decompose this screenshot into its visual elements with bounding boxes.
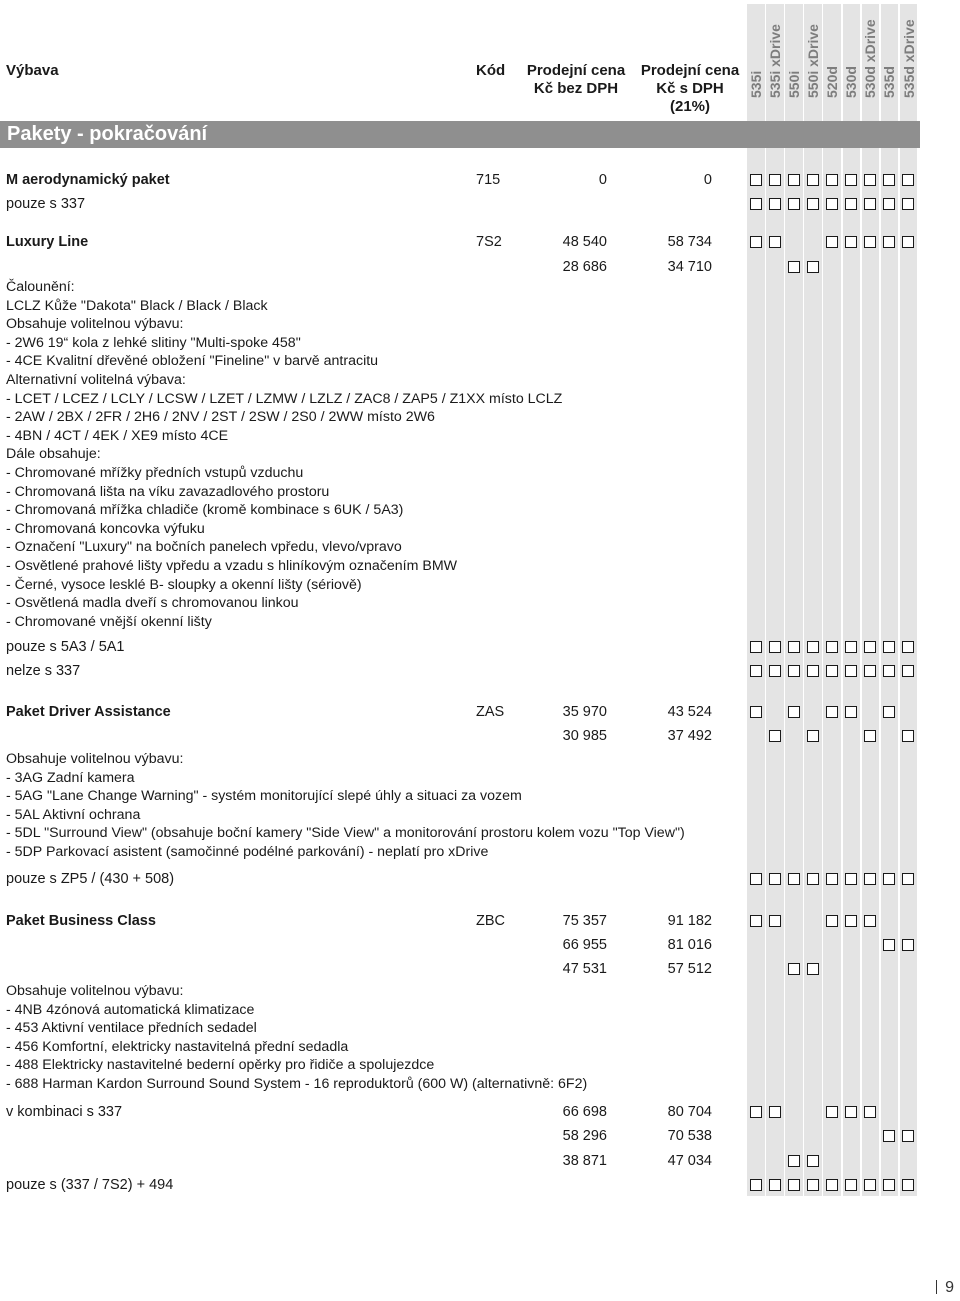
model-column-header — [823, 6, 841, 116]
availability-checkbox — [750, 665, 762, 677]
availability-checkbox — [864, 236, 876, 248]
availability-checkbox — [769, 1106, 781, 1118]
row-price-gross: 37 492 — [667, 728, 712, 744]
availability-checkbox — [807, 198, 819, 210]
description-line: LCLZ Kůže "Dakota" Black / Black / Black — [6, 297, 268, 314]
row-price-net: 75 357 — [562, 913, 607, 929]
model-name: 530d — [843, 66, 860, 98]
table-row — [0, 1128, 920, 1148]
availability-checkbox — [883, 665, 895, 677]
availability-checkbox — [750, 915, 762, 927]
availability-checkbox — [864, 174, 876, 186]
luxury-line-description — [6, 278, 562, 631]
description-line: Obsahuje volitelnou výbavu: — [6, 983, 184, 999]
table-row — [0, 259, 920, 279]
header-kod: Kód — [476, 62, 506, 79]
row-price-gross: 91 182 — [667, 913, 712, 929]
description-line: - Chromovaná lišta na víku zavazadlového prostoru — [6, 483, 330, 500]
availability-checkbox — [788, 174, 800, 186]
availability-checkbox — [883, 198, 895, 210]
description-line: - 5DL "Surround View" (obsahuje boční kamery "Side View" a monitorování prostoru kolem vozu "Top View") — [6, 825, 685, 842]
availability-checkbox — [788, 963, 800, 975]
availability-checkbox — [883, 706, 895, 718]
availability-checkbox — [845, 174, 857, 186]
availability-checkbox — [864, 730, 876, 742]
availability-checkbox — [883, 939, 895, 951]
row-label: pouze s 337 — [6, 196, 86, 212]
description-line: - Chromovaná koncovka výfuku — [6, 520, 205, 537]
section-banner — [0, 121, 920, 148]
model-name: 535i — [747, 70, 764, 98]
row-label: pouze s ZP5 / (430 + 508) — [6, 871, 175, 887]
availability-checkbox — [883, 236, 895, 248]
model-column-header — [900, 6, 918, 116]
availability-checkbox — [769, 1179, 781, 1191]
row-price-gross: 57 512 — [667, 961, 712, 977]
availability-checkbox — [807, 261, 819, 273]
availability-checkbox — [845, 873, 857, 885]
availability-checkbox — [807, 963, 819, 975]
description-line: - 488 Elektricky nastavitelné bederní opěrky pro řidiče a spolujezdce — [6, 1057, 435, 1074]
row-price-gross: 43 524 — [667, 704, 712, 720]
table-row — [0, 172, 920, 192]
model-column-header — [843, 6, 861, 116]
description-line: Čalounění: — [6, 279, 75, 295]
row-price-net: 0 — [598, 172, 607, 188]
description-line: - 4BN / 4CT / 4EK / XE9 místo 4CE — [6, 427, 229, 444]
availability-checkbox — [788, 261, 800, 273]
row-label: Paket Business Class — [6, 913, 156, 929]
model-name: 520d — [824, 66, 841, 98]
row-price-net: 28 686 — [562, 259, 607, 275]
table-row — [0, 639, 920, 659]
description-line: - 3AG Zadní kamera — [6, 769, 135, 786]
driver-assistance-description — [6, 750, 685, 862]
availability-checkbox — [826, 641, 838, 653]
availability-checkbox — [769, 641, 781, 653]
table-row — [0, 1153, 920, 1173]
table-row — [0, 961, 920, 981]
availability-checkbox — [788, 198, 800, 210]
availability-checkbox — [826, 198, 838, 210]
model-name: 535i xDrive — [766, 24, 783, 98]
row-price-gross: 58 734 — [667, 234, 712, 250]
availability-checkbox — [750, 1179, 762, 1191]
description-line: - Chromované vnější okenní lišty — [6, 613, 212, 630]
availability-checkbox — [788, 706, 800, 718]
table-row — [0, 913, 920, 933]
availability-checkbox — [864, 198, 876, 210]
description-line: - 2AW / 2BX / 2FR / 2H6 / 2NV / 2ST / 2SW / 2S0 / 2WW místo 2W6 — [6, 409, 435, 426]
availability-checkbox — [864, 1106, 876, 1118]
page-number: 9 — [936, 1279, 954, 1297]
availability-checkbox — [769, 873, 781, 885]
availability-checkbox — [788, 641, 800, 653]
model-column-header — [881, 6, 899, 116]
availability-checkbox — [902, 641, 914, 653]
availability-checkbox — [845, 706, 857, 718]
availability-checkbox — [750, 706, 762, 718]
availability-checkbox — [883, 873, 895, 885]
availability-checkbox — [902, 236, 914, 248]
table-row — [0, 704, 920, 724]
availability-checkbox — [826, 1179, 838, 1191]
availability-checkbox — [788, 665, 800, 677]
description-line: Obsahuje volitelnou výbavu: — [6, 751, 184, 767]
availability-checkbox — [864, 665, 876, 677]
description-line: - Označení "Luxury" na bočních panelech vpředu, vlevo/vpravo — [6, 539, 402, 556]
model-column-header — [862, 6, 880, 116]
table-row — [0, 728, 920, 748]
row-code: ZAS — [476, 704, 505, 720]
availability-checkbox — [807, 1155, 819, 1167]
availability-checkbox — [750, 236, 762, 248]
description-line: - 456 Komfortní, elektricky nastavitelná přední sedadla — [6, 1038, 349, 1055]
availability-checkbox — [826, 706, 838, 718]
business-class-description — [6, 982, 587, 1094]
model-column-header — [747, 6, 765, 116]
availability-checkbox — [826, 873, 838, 885]
availability-checkbox — [845, 198, 857, 210]
row-price-gross: 0 — [703, 172, 712, 188]
availability-checkbox — [902, 665, 914, 677]
model-name: 550i — [785, 70, 802, 98]
availability-checkbox — [750, 641, 762, 653]
row-label: v kombinaci s 337 — [6, 1104, 123, 1120]
table-row — [0, 234, 920, 254]
description-line: - Osvětlené prahové lišty vpředu a vzadu s hliníkovým označením BMW — [6, 557, 458, 574]
availability-checkbox — [902, 198, 914, 210]
availability-checkbox — [807, 1179, 819, 1191]
availability-checkbox — [807, 641, 819, 653]
table-row — [0, 1104, 920, 1124]
availability-checkbox — [807, 730, 819, 742]
availability-checkbox — [845, 641, 857, 653]
model-column-header — [785, 6, 803, 116]
availability-checkbox — [750, 174, 762, 186]
description-line: Alternativní volitelná výbava: — [6, 371, 186, 388]
availability-checkbox — [902, 174, 914, 186]
row-code: 7S2 — [476, 234, 502, 250]
description-line: Dále obsahuje: — [6, 446, 101, 463]
availability-checkbox — [864, 915, 876, 927]
availability-checkbox — [826, 1106, 838, 1118]
table-row — [0, 937, 920, 957]
row-label: Paket Driver Assistance — [6, 704, 171, 720]
description-line: Obsahuje volitelnou výbavu: — [6, 316, 184, 333]
model-name: 535d — [881, 66, 898, 98]
row-label: nelze s 337 — [6, 663, 81, 679]
availability-checkbox — [750, 873, 762, 885]
availability-checkbox — [883, 174, 895, 186]
row-label: pouze s 5A3 / 5A1 — [6, 639, 125, 655]
row-code: ZBC — [476, 913, 505, 929]
row-price-net: 48 540 — [562, 234, 607, 250]
description-line: - 2W6 19“ kola z lehké slitiny "Multi-spoke 458" — [6, 334, 301, 351]
description-line: - 5AG "Lane Change Warning" - systém monitorující slepé úhly a situaci za vozem — [6, 788, 522, 805]
header-price-net: Prodejní cena Kč bez DPH — [526, 62, 626, 97]
description-line: - LCET / LCEZ / LCLY / LCSW / LZET / LZMW / LZLZ / ZAC8 / ZAP5 / Z1XX místo LCLZ — [6, 390, 563, 407]
description-line: - 4NB 4zónová automatická klimatizace — [6, 1001, 255, 1018]
model-name: 550i xDrive — [805, 24, 822, 98]
availability-checkbox — [826, 665, 838, 677]
description-line: - Osvětlená madla dveří s chromovanou linkou — [6, 595, 299, 612]
availability-checkbox — [864, 641, 876, 653]
row-label: Luxury Line — [6, 234, 89, 250]
availability-checkbox — [788, 1179, 800, 1191]
row-price-net: 38 871 — [562, 1153, 607, 1169]
availability-checkbox — [902, 730, 914, 742]
description-line: - Černé, vysoce lesklé B- sloupky a okenní lišty (sériově) — [6, 576, 362, 593]
availability-checkbox — [845, 915, 857, 927]
row-price-net: 47 531 — [562, 961, 607, 977]
availability-checkbox — [845, 236, 857, 248]
availability-checkbox — [902, 1179, 914, 1191]
row-code: 715 — [476, 172, 501, 188]
availability-checkbox — [750, 198, 762, 210]
header-vybava: Výbava — [6, 62, 59, 79]
table-row — [0, 196, 920, 216]
availability-checkbox — [750, 1106, 762, 1118]
row-price-gross: 34 710 — [667, 259, 712, 275]
description-line: - 688 Harman Kardon Surround Sound System - 16 reproduktorů (600 W) (alternativně: 6F2) — [6, 1075, 588, 1092]
availability-checkbox — [883, 1179, 895, 1191]
model-column-header — [766, 6, 784, 116]
availability-checkbox — [769, 236, 781, 248]
availability-checkbox — [902, 939, 914, 951]
availability-checkbox — [769, 174, 781, 186]
model-name: 535d xDrive — [900, 19, 917, 98]
row-price-gross: 47 034 — [667, 1153, 712, 1169]
availability-checkbox — [826, 915, 838, 927]
availability-checkbox — [769, 198, 781, 210]
table-row — [0, 871, 920, 891]
header-price-gross: Prodejní cena Kč s DPH (21%) — [640, 62, 740, 115]
model-column-header — [804, 6, 822, 116]
availability-checkbox — [769, 730, 781, 742]
row-price-net: 66 698 — [562, 1104, 607, 1120]
availability-checkbox — [826, 236, 838, 248]
row-price-gross: 70 538 — [667, 1128, 712, 1144]
row-price-net: 30 985 — [562, 728, 607, 744]
row-price-net: 35 970 — [562, 704, 607, 720]
row-price-net: 58 296 — [562, 1128, 607, 1144]
description-line: - 5DP Parkovací asistent (samočinné podélné parkování) - neplatí pro xDrive — [6, 843, 489, 860]
description-line: - Chromovaná mřížka chladiče (kromě kombinace s 6UK / 5A3) — [6, 502, 404, 519]
description-line: - 5AL Aktivní ochrana — [6, 806, 141, 823]
availability-checkbox — [845, 1179, 857, 1191]
section-title: Pakety - pokračování — [7, 123, 208, 145]
availability-checkbox — [788, 1155, 800, 1167]
row-price-gross: 81 016 — [667, 937, 712, 953]
availability-checkbox — [769, 665, 781, 677]
availability-checkbox — [864, 873, 876, 885]
availability-checkbox — [845, 665, 857, 677]
availability-checkbox — [807, 873, 819, 885]
availability-checkbox — [902, 873, 914, 885]
availability-checkbox — [826, 174, 838, 186]
availability-checkbox — [769, 915, 781, 927]
availability-checkbox — [864, 1179, 876, 1191]
availability-checkbox — [883, 641, 895, 653]
row-label: M aerodynamický paket — [6, 172, 170, 188]
availability-checkbox — [883, 1130, 895, 1142]
description-line: - 453 Aktivní ventilace předních sedadel — [6, 1020, 257, 1037]
table-row — [0, 1177, 920, 1197]
availability-checkbox — [807, 665, 819, 677]
description-line: - Chromované mřížky předních vstupů vzduchu — [6, 464, 304, 481]
availability-checkbox — [788, 873, 800, 885]
description-line: - 4CE Kvalitní dřevěné obložení "Fineline" v barvě antracitu — [6, 353, 379, 370]
row-price-net: 66 955 — [562, 937, 607, 953]
availability-checkbox — [845, 1106, 857, 1118]
model-name: 530d xDrive — [862, 19, 879, 98]
row-label: pouze s (337 / 7S2) + 494 — [6, 1177, 174, 1193]
availability-checkbox — [807, 174, 819, 186]
row-price-gross: 80 704 — [667, 1104, 712, 1120]
availability-checkbox — [902, 1130, 914, 1142]
table-row — [0, 663, 920, 683]
